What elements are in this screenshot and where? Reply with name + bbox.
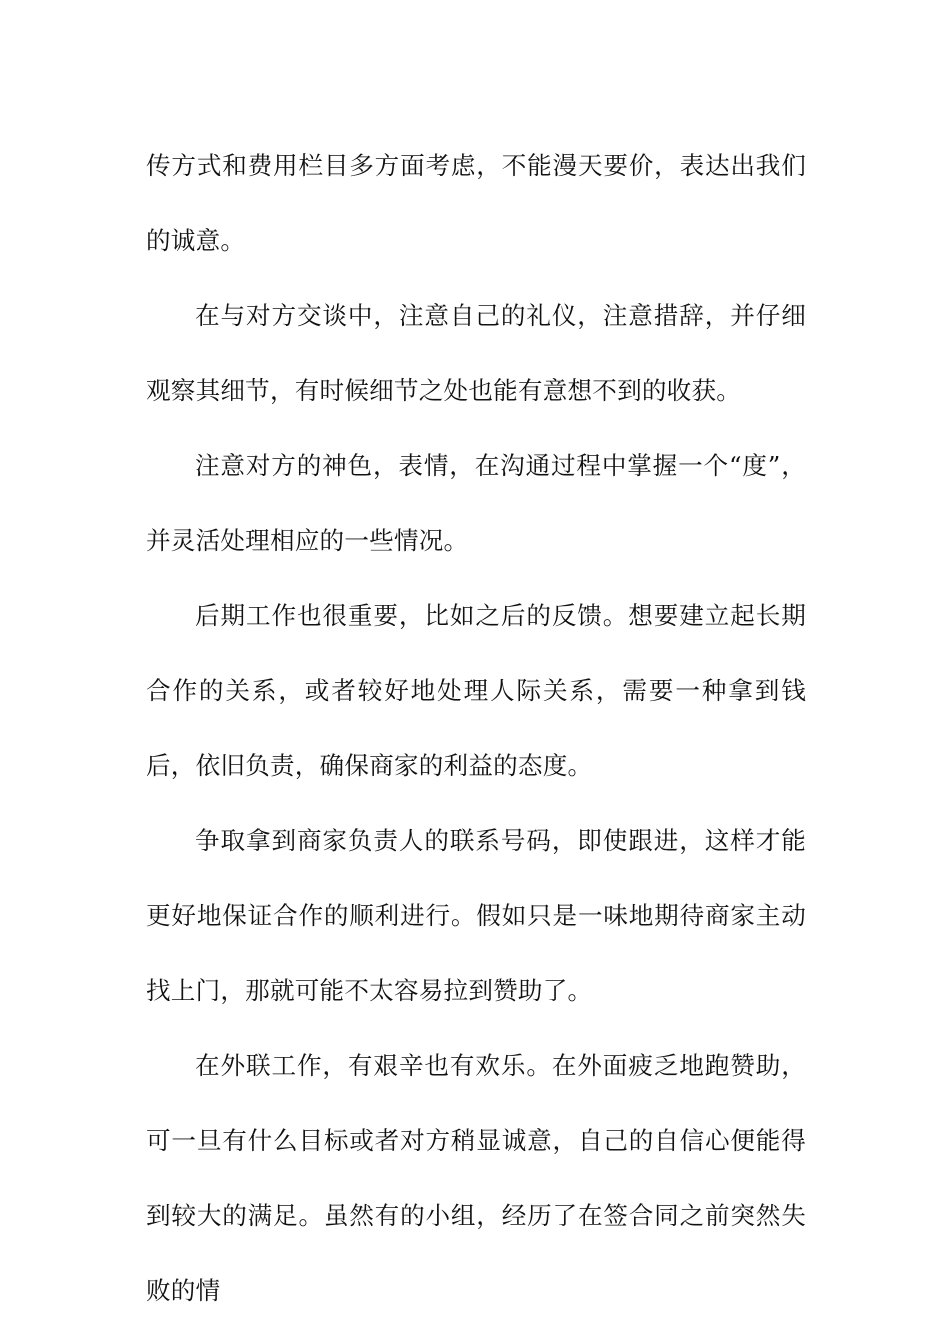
- paragraph-1: 传方式和费用栏目多方面考虑，不能漫天要价，表达出我们的诚意。: [146, 151, 806, 255]
- paragraph-2: 在与对方交谈中，注意自己的礼仪，注意措辞，并仔细观察其细节，有时候细节之处也能有意想不到的收获。: [146, 301, 806, 405]
- paragraph-5: 争取拿到商家负责人的联系号码，即使跟进，这样才能更好地保证合作的顺利进行。假如只是一味地期待商家主动找上门，那就可能不太容易拉到赞助了。: [146, 826, 806, 1005]
- paragraph-4: 后期工作也很重要，比如之后的反馈。想要建立起长期合作的关系，或者较好地处理人际关系，需要一种拿到钱后，依旧负责，确保商家的利益的态度。: [146, 601, 806, 780]
- paragraph-6: 在外联工作，有艰辛也有欢乐。在外面疲乏地跑赞助，可一旦有什么目标或者对方稍显诚意，自己的自信心便能得到较大的满足。虽然有的小组，经历了在签合同之前突然失败的情: [146, 1051, 806, 1305]
- paragraph-3: 注意对方的神色，表情，在沟通过程中掌握一个“度”，并灵活处理相应的一些情况。: [146, 451, 806, 555]
- document-body: [146, 128, 806, 1328]
